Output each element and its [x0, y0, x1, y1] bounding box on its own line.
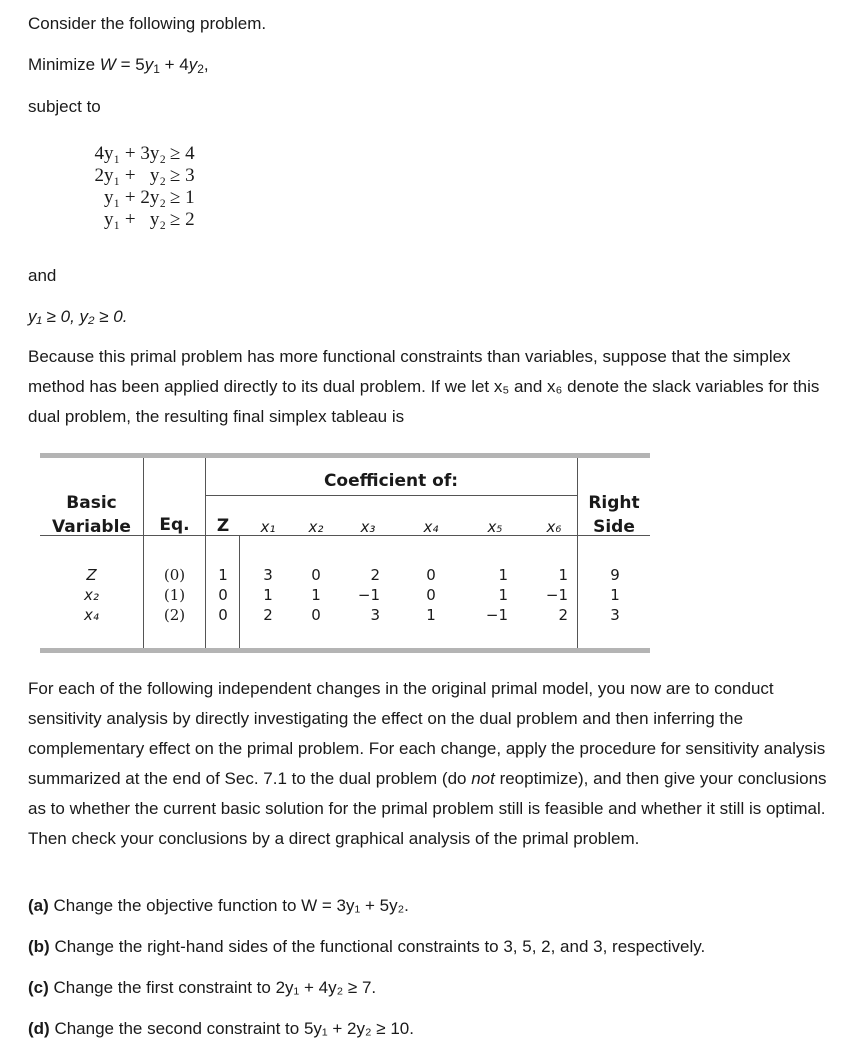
- col-x3-header: x₃: [360, 518, 376, 536]
- col-x4-values: [417, 565, 445, 625]
- constraint-rhs: ≥ 2: [170, 209, 195, 230]
- simplex-tableau: [40, 453, 650, 653]
- constraint-row: [40, 143, 195, 165]
- table-cell: 3: [370, 606, 380, 624]
- paragraph2-part-b: reoptimize), and then give your conclusions as to whether the current basic solution for the primal problem still is feasible and whether it still is optimal. Then check your conclusions by a direct graphical analysis of the primal problem.: [28, 769, 827, 848]
- table-cell: 0: [311, 566, 321, 584]
- table-cell: 3: [263, 566, 273, 584]
- table-cell: 0: [218, 586, 228, 604]
- objective-y1-sub: 1: [153, 62, 160, 76]
- constraint-lhs: y₁ + y₂: [104, 209, 166, 230]
- basic-var: Z: [86, 566, 97, 584]
- col-x2-header: x₂: [308, 518, 324, 536]
- part-text: Change the objective function to W = 3y₁ + 5y₂.: [53, 896, 409, 915]
- constraint-rhs: ≥ 4: [170, 143, 195, 164]
- col-x6-values: [528, 565, 568, 625]
- objective-line: [28, 55, 209, 75]
- constraint-row: [40, 209, 195, 231]
- table-cell: 2: [558, 606, 568, 624]
- table-cell: −1: [545, 586, 568, 604]
- eq-header: Eq.: [159, 515, 190, 535]
- constraint-lhs: 4y₁ + 3y₂: [94, 143, 166, 164]
- eq-value: (2): [163, 606, 186, 624]
- col-z-header: Z: [216, 516, 230, 536]
- objective-plus: + 4: [159, 55, 189, 74]
- part-label: (c): [28, 978, 49, 997]
- col-x1-values: [254, 565, 282, 625]
- right-header-line: Side: [593, 517, 635, 537]
- coefficient-header: Coefficient of:: [323, 471, 459, 491]
- table-cell: 0: [311, 606, 321, 624]
- table-cell: 0: [426, 566, 436, 584]
- part-c: [28, 978, 376, 998]
- coefficient-rule: [205, 495, 577, 496]
- paragraph2-part-a: For each of the following independent changes in the original primal model, you now are to conduct sensitivity analysis by directly investigating the effect on the dual problem and then inferring the complementary effect on the primal problem. For each change, apply the procedure for sensitivity analysis summarized at the end of Sec. 7.1 to the dual problem (do: [28, 679, 826, 788]
- table-bottom-rule: [40, 648, 650, 653]
- part-d: [28, 1019, 414, 1039]
- objective-prefix: Minimize: [28, 55, 100, 74]
- part-a: [28, 896, 409, 916]
- col-z-values: [208, 565, 238, 625]
- basic-var-list: [40, 565, 143, 625]
- constraint-lhs: y₁ + 2y₂: [104, 187, 166, 208]
- constraint-row: [40, 165, 195, 187]
- objective-y2-sub: 2: [197, 62, 204, 76]
- table-cell: 1: [218, 566, 228, 584]
- table-cell: 1: [610, 586, 620, 604]
- intro-text: Consider the following problem.: [28, 14, 267, 33]
- part-label: (a): [28, 896, 49, 915]
- basic-var: x₂: [84, 586, 99, 604]
- objective-y1: y: [144, 55, 154, 74]
- nonnegativity: y₁ ≥ 0, y₂ ≥ 0.: [28, 307, 128, 326]
- table-cell: 1: [498, 566, 508, 584]
- table-cell: 1: [426, 606, 436, 624]
- basic-header-line: Variable: [52, 517, 131, 537]
- col-x3-values: [340, 565, 380, 625]
- col-x5-header: x₅: [487, 518, 503, 536]
- table-cell: 3: [610, 606, 620, 624]
- table-cell: 1: [263, 586, 273, 604]
- and-label: and: [28, 266, 57, 285]
- right-header-line: Right: [588, 493, 640, 513]
- eq-list: [144, 565, 205, 625]
- table-cell: 2: [263, 606, 273, 624]
- table-cell: 1: [311, 586, 321, 604]
- col-x5-values: [468, 565, 508, 625]
- col-x6-header: x₆: [546, 518, 562, 536]
- basic-variable-header: [40, 491, 143, 539]
- objective-y2: y: [188, 55, 198, 74]
- table-cell: 0: [218, 606, 228, 624]
- divider: [239, 535, 240, 648]
- part-b: [28, 937, 705, 957]
- table-cell: 9: [610, 566, 620, 584]
- right-side-header: [578, 491, 650, 539]
- paragraph-dual: Because this primal problem has more functional constraints than variables, suppose that the simplex method has been applied directly to its dual problem. If we let x₅ and x₆ denote the slack variables for this dual problem, the resulting final simplex tableau is: [28, 347, 820, 426]
- table-cell: −1: [485, 606, 508, 624]
- table-cell: 1: [558, 566, 568, 584]
- eq-value: (0): [163, 566, 186, 584]
- table-cell: 0: [426, 586, 436, 604]
- table-cell: 1: [498, 586, 508, 604]
- eq-value: (1): [163, 586, 186, 604]
- subject-to: subject to: [28, 97, 101, 116]
- constraint-row: [40, 187, 195, 209]
- table-top-rule: [40, 453, 650, 458]
- objective-w: W: [99, 55, 116, 74]
- constraint-block: [40, 143, 195, 231]
- part-text: Change the right-hand sides of the functional constraints to 3, 5, 2, and 3, respectively.: [54, 937, 706, 956]
- part-label: (d): [28, 1019, 50, 1038]
- col-x1-header: x₁: [260, 518, 276, 536]
- col-x4-header: x₄: [423, 518, 439, 536]
- paragraph2-not: not: [471, 769, 495, 788]
- divider: [577, 458, 578, 648]
- constraint-rhs: ≥ 1: [170, 187, 195, 208]
- part-text: Change the second constraint to 5y₁ + 2y₂ ≥ 10.: [54, 1019, 414, 1038]
- objective-end: ,: [203, 55, 209, 74]
- table-cell: 2: [370, 566, 380, 584]
- col-x2-values: [302, 565, 330, 625]
- constraint-rhs: ≥ 3: [170, 165, 195, 186]
- col-rhs-values: [600, 565, 630, 625]
- table-cell: −1: [357, 586, 380, 604]
- basic-header-line: Basic: [66, 493, 117, 513]
- constraint-lhs: 2y₁ + y₂: [94, 165, 166, 186]
- paragraph-sensitivity: [28, 674, 833, 854]
- part-label: (b): [28, 937, 50, 956]
- basic-var: x₄: [84, 606, 99, 624]
- objective-eq: = 5: [115, 55, 145, 74]
- part-text: Change the first constraint to 2y₁ + 4y₂ ≥ 7.: [53, 978, 377, 997]
